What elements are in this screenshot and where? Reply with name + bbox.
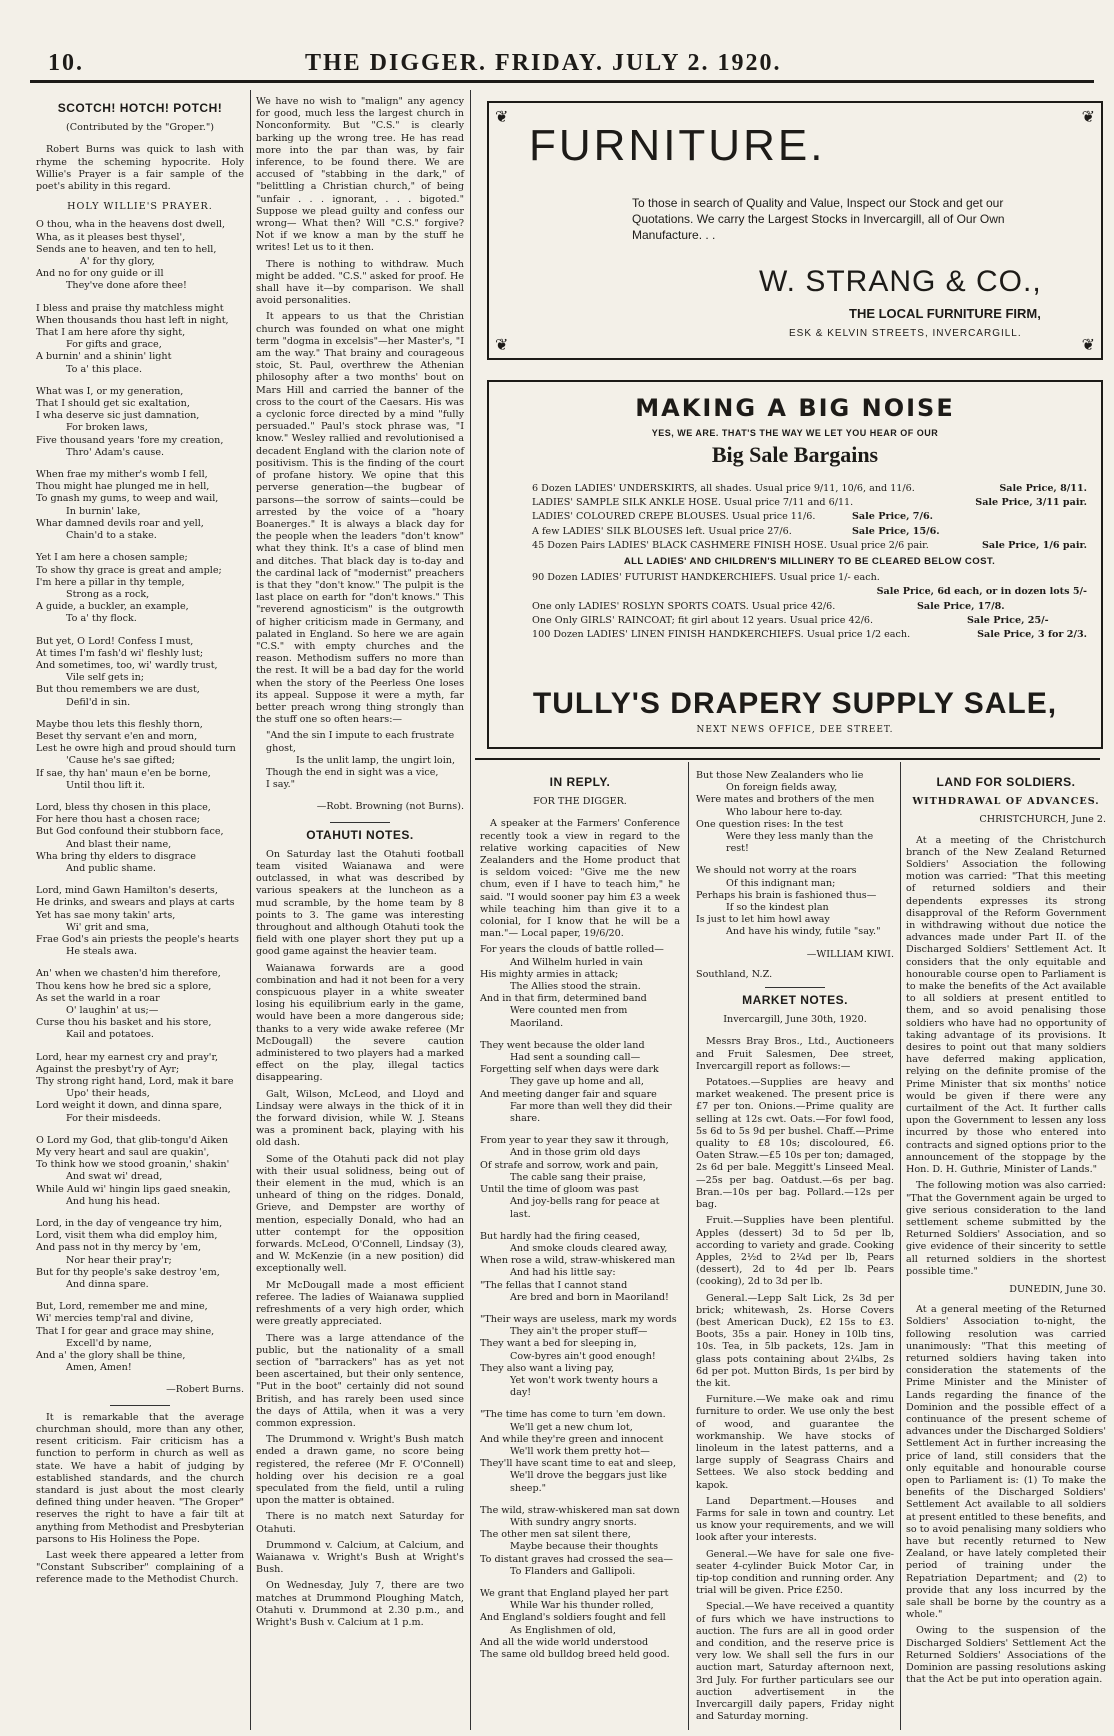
column-rule — [250, 90, 251, 1730]
poem-line: They want a bed for sleeping in, — [480, 1338, 637, 1350]
stanza — [480, 1314, 680, 1399]
poem-line: Yet has sae mony takin' arts, — [36, 909, 176, 921]
poem-line: That I for gear and grace may shine, — [36, 1325, 215, 1337]
poem-line: Had sent a sounding call— — [510, 1052, 641, 1064]
poem-line: To Flanders and Gallipoli. — [510, 1565, 636, 1577]
paragraph: A speaker at the Farmers' Conference recently took a view in regard to the relative working capacities of New Zealanders and the Home product that is seldom voiced: "Give me the new chum, even if I have to teach him," he said. "I would sooner pay him £3 a week while teaching him than give it to a colonial, for I know that he will be a man."— Local paper, 19/6/20. — [480, 818, 680, 940]
poem-line: And England's soldiers fought and fell — [480, 1612, 666, 1624]
poem-line: They also want a living pay, — [480, 1362, 615, 1374]
poem-line: Thou might hae plunged me in hell, — [36, 481, 210, 493]
poem-line: And in those grim old days — [510, 1147, 641, 1159]
poem-line: Wha, as it pleases best thysel', — [36, 231, 186, 243]
poem-line: That I am here afore thy sight, — [36, 327, 186, 339]
divider — [330, 822, 390, 823]
masthead — [30, 50, 1094, 83]
signature: —Robt. Browning (not Burns). — [316, 801, 464, 813]
article-heading: OTAHUTI NOTES. — [306, 827, 414, 842]
poem-line: And smoke clouds cleared away, — [510, 1242, 668, 1254]
item-sale-price: Sale Price, 15/6. — [852, 525, 940, 537]
paragraph: The Drummond v. Wright's Bush match ended a drawn game, no score being registered, the referee (Mr F. O'Connell) holding over his decision re a goal speculated from the field, until a ruling upon the matter is obtained. — [256, 1434, 464, 1507]
poem-line: They ain't the proper stuff— — [510, 1326, 648, 1338]
store-name: TULLY'S DRAPERY SUPPLY SALE, — [532, 687, 1058, 720]
paragraph: On Wednesday, July 7, there are two matches at Drummond Ploughing Match, Otahuti v. Drummond at 2.30 p.m., and Wright's Bush v. Calcium at 1 p.m. — [256, 1580, 464, 1628]
poem-line: Excell'd by name, — [66, 1337, 152, 1349]
poem-line: What was I, or my generation, — [36, 385, 184, 397]
column-rule — [688, 762, 689, 1730]
poem-line: From year to year they saw it through, — [480, 1135, 669, 1147]
article-heading: IN REPLY. — [549, 775, 611, 789]
sale-item — [532, 614, 1087, 628]
section-divider — [475, 758, 1100, 760]
poem-line: I wha deserve sic just damnation, — [36, 410, 200, 422]
item-desc: 6 Dozen LADIES' UNDERSKIRTS, all shades. Usual price 9/11, 10/6, and 11/6. — [532, 483, 915, 494]
poem-line: Chain'd to a stake. — [66, 530, 157, 542]
article-heading: SCOTCH! HOTCH! POTCH! — [57, 101, 223, 115]
paragraph: At a meeting of the Christchurch branch of the New Zealand Returned Soldiers' Association the following motion was carried: "That this meeting of returned soldiers and their dependents expresses its strong disapproval of the Reform Government in withdrawing without due notice the advances made under Part II. of the Discharged Soldiers' Settlement Act. It considers that the only equitable and honourable course open to Parliament is to make the benefits of the Act available to all soldiers at present entitled to them, and so avoid penalising those soldiers who have had no opportunity of taking advantage of its provisions. It desires to point out that many soldiers have deferred making application, relying on the definite promise of the Prime Minister that six months' notice would be given if there were any curtailment of the Act. It further calls upon the Government to lessen any loss incurred by those who entered into contracts and signed options prior to the announcement of the stoppage by the Hon. D. H. Guthrie, Minister of Lands." — [906, 834, 1106, 1176]
poem-line: And public shame. — [66, 862, 156, 874]
ad-headline: MAKING A BIG NOISE — [635, 394, 955, 422]
poem-line: Lord, in the day of vengeance try him, — [36, 1218, 223, 1230]
poem-line: They went because the older land — [480, 1039, 645, 1051]
poem-line: Were counted men from Maoriland. — [510, 1005, 628, 1029]
poem-line: For years the clouds of battle rolled— — [480, 944, 664, 956]
poem-line: Curse thou his basket and his store, — [36, 1017, 212, 1029]
poem-line: And joy-bells rang for peace at last. — [510, 1196, 660, 1220]
poem-line: If so the kindest plan — [726, 902, 829, 914]
stanza — [480, 1505, 680, 1578]
poem-line: And blast their name, — [66, 838, 172, 850]
poem-line: The cable sang their praise, — [510, 1171, 646, 1183]
poem-line: Until thou lift it. — [66, 779, 145, 791]
poem-line: For here thou hast a chosen race; — [36, 814, 200, 826]
ornament-icon: ❦ — [495, 335, 509, 354]
poem-line: And meeting danger fair and square — [480, 1088, 657, 1100]
paragraph: There was a large attendance of the public, but the nationality of a small section of "barrackers" has as yet not been ascertained, but their only sentence, "Put in the boot" certainly did not sound British, and has rarely been used since the days of Attila, when it was a very common expression. — [256, 1332, 464, 1429]
dateline: CHRISTCHURCH, June 2. — [979, 814, 1106, 826]
paragraph: On Saturday last the Otahuti football team visited Waianawa and were outclassed, in what was described by various speakers at the luncheon as a mud scramble, by the home team by 8 points to 3. The game was interesting throughout and although Otahuti took the field with one player short they put up a good game against the heavier team. — [256, 848, 464, 958]
item-sale-price: Sale Price, 8/11. — [999, 483, 1087, 494]
sale-item — [532, 600, 1087, 614]
stanza — [36, 802, 244, 875]
article-heading: MARKET NOTES. — [742, 993, 848, 1008]
poem-line: But for thy people's sake destroy 'em, — [36, 1266, 220, 1278]
furniture-advertisement — [487, 101, 1103, 360]
sale-item — [532, 496, 1087, 510]
signature: —Robert Burns. — [166, 1384, 244, 1396]
poem-line: We'll work them pretty hot— — [510, 1445, 650, 1457]
quote-line: "And the sin I impute to each frustrate ghost, — [266, 730, 455, 754]
poem-line: A' for thy glory, — [80, 256, 155, 268]
item-sale-price: Sale Price, 17/8. — [917, 600, 1005, 612]
paragraph: The following motion was also carried: "That the Government again be urged to give serious consideration to the land settlement scheme submitted by the Returned Soldiers' Association, and so give evidence of their sincerity to settle all returned soldiers in the shortest possible time." — [906, 1180, 1106, 1277]
poem-line: "The time has come to turn 'em down. — [480, 1409, 666, 1421]
stanza — [36, 1135, 244, 1208]
poem-line: Nor hear their pray'r; — [66, 1254, 172, 1266]
poem-line: When frae my mither's womb I fell, — [36, 469, 208, 481]
poem-line: And all the wide world understood — [480, 1636, 649, 1648]
column-scotch-hotch-potch — [36, 96, 244, 1591]
poem-line: Sends ane to heaven, and ten to hell, — [36, 243, 217, 255]
firm-name: W. STRANG & CO., — [759, 265, 1042, 298]
poem-line: Lord, visit them wha did employ him, — [36, 1230, 218, 1242]
poem-line: Strong as a rock, — [66, 588, 150, 600]
poem-line: An' when we chasten'd him therefore, — [36, 968, 221, 980]
poem-line: Lord weight it down, and dinna spare, — [36, 1100, 223, 1112]
poem-line: And pass not in thy mercy by 'em, — [36, 1242, 201, 1254]
stanza — [36, 636, 244, 709]
store-location: NEXT NEWS OFFICE, DEE STREET. — [696, 725, 894, 735]
poem-line: Thy strong right hand, Lord, mak it bare — [36, 1076, 234, 1088]
poem-line: To a' this place. — [66, 363, 142, 375]
poem-line: Is just to let him howl away — [696, 914, 830, 926]
poem-line: Wi' grit and sma, — [66, 921, 150, 933]
paragraph: Special.—We have received a quantity of furs which we have instructions to auction. The furs are all in good order and condition, and the reserve price is very low. We shall sell the furs in our auction mart, Saturday afternoon next, 3rd July. For further particulars see our auction advertisement in the Invercargill daily papers, Friday night and Saturday morning. — [696, 1601, 894, 1723]
stanza — [480, 944, 680, 1029]
item-sale-price: Sale Price, 6d each, or in dozen lots 5/- — [876, 586, 1087, 598]
poem-line: While Auld wi' hingin lips gaed sneakin, — [36, 1183, 231, 1195]
poem-line: Amen, Amen! — [66, 1362, 132, 1374]
poem-line: And Wilhelm hurled in vain — [510, 956, 643, 968]
poem-line: The same old bulldog breed held good. — [480, 1649, 670, 1660]
sale-advertisement — [487, 380, 1103, 749]
paragraph: Messrs Bray Bros., Ltd., Auctioneers and Fruit Salesmen, Dee street, Invercargill report as follows:— — [696, 1036, 894, 1072]
stanza — [696, 770, 894, 855]
poem-line: Maybe thou lets this fleshly thorn, — [36, 718, 203, 730]
poem-line: Lord, hear my earnest cry and pray'r, — [36, 1051, 219, 1063]
poem-line: To distant graves had crossed the sea— — [480, 1553, 674, 1565]
poem-line: We should not worry at the roars — [696, 865, 857, 877]
paragraph: It appears to us that the Christian church was founded on what one might term "dogma in excelsis"—her Master's, "I am the way." That brainy and courageous stoic, St. Paul, overthrew the Athenian philosophy after a two months' bout on Mars Hill and carried the banner of the cross to the court of the Caesars. His was a cyclonic force directed by a mind "fully persuaded." Paul's stock phrase was, "I know." Wesley rallied and revolutionised a decadent England with the clarion note of positivism. This is the finding of the court of profane history. We opine that this perverse generation—the bugbear of parsons—the sorrow of saints—could be arrested by the voice of a "hoary Boanerges." It is always a black day for the people when the leaders "don't know" what they think. It's a case of blind men and ditches. That black day is to-day and the cardinal lack of "modernist" preachers is that they "don't know." The pulpit is the last place on earth for "don't knows." This "reverend agnosticism" is the outgrowth of higher criticism made in Germany, and palated in England. So here we are again "C.S." with empty churches and the reason. Methodism suffers no more than the rest. It will be a bad day for the world when the story of the Peerless One loses its appeal. Suppose it were a myth, far better preach wrong thing strongly than the stuff one so often hears:— — [256, 311, 464, 726]
paragraph: General.—Lepp Salt Lick, 2s 3d per brick; whitewash, 2s. Horse Covers (best American Duck), £2 15s to £3. Boots, 35s a pair. Honey in 10lb tins, 10s. Tea, in 5lb packets, 12s. Jam in glass pots containing about 2¼lbs, 2s 6d per pot. Mutton Birds, 1s per bird by the kit. — [696, 1292, 894, 1389]
item-sale-price: Sale Price, 3/11 pair. — [975, 497, 1087, 509]
stanza — [36, 885, 244, 958]
stanza — [480, 1040, 680, 1125]
poem-line: Yet I am here a chosen sample; — [36, 552, 188, 564]
poem-line: "The fellas that I cannot stand — [480, 1279, 628, 1291]
poem-line: And no for ony guide or ill — [36, 268, 164, 280]
stanza — [36, 219, 244, 292]
paragraph: General.—We have for sale one five-seater 4-cylinder Buick Motor Car, in tip-top condition and running order. Any trial will be given. Price £250. — [696, 1548, 894, 1597]
poem-line: And in that firm, determined band — [480, 993, 647, 1005]
sale-list — [532, 482, 1087, 642]
poem-line: Of strafe and sorrow, work and pain, — [480, 1159, 659, 1171]
item-sale-price: Sale Price, 25/- — [967, 614, 1049, 626]
poem-line: That I should get sic exaltation, — [36, 398, 190, 410]
poem-line: To gnash my gums, to weep and wail, — [36, 493, 219, 505]
poem-line: I'm here a pillar in thy temple, — [36, 576, 185, 588]
paragraph: Robert Burns was quick to lash with rhyme the scheming hypocrite. Holy Willie's Prayer is a fair sample of the poet's ability in this regard. — [36, 144, 244, 193]
subheading: WITHDRAWAL OF ADVANCES. — [912, 796, 1100, 808]
paragraph: Owing to the suspension of the Discharged Soldiers' Settlement Act the Returned Soldiers' Associations of the Dominion are passing resolutions asking that the Act be put into operation again. — [906, 1625, 1106, 1686]
stanza — [36, 1301, 244, 1374]
column-rule — [470, 90, 471, 1730]
stanza — [480, 1231, 680, 1304]
dateline: Invercargill, June 30th, 1920. — [723, 1014, 867, 1026]
poem-line: Kail and potatoes. — [66, 1029, 154, 1041]
poem-line: And have his windy, futile "say." — [726, 926, 881, 938]
poem-title: HOLY WILLIE'S PRAYER. — [67, 201, 213, 213]
poem-line: But those New Zealanders who lie — [696, 770, 864, 781]
poem-line: Lest he owre high and proud should turn — [36, 743, 236, 755]
poem-line: And sometimes, too, wi' wardly trust, — [36, 659, 218, 671]
stanza — [696, 865, 894, 938]
quote-line: I say." — [266, 779, 296, 791]
byline: (Contributed by the "Groper.") — [66, 122, 214, 134]
poem-line: Thou kens how he bred sic a splore, — [36, 980, 212, 992]
poem-line: When thousands thou hast left in night, — [36, 314, 229, 326]
item-sale-price: Sale Price, 1/6 pair. — [981, 539, 1087, 551]
poem-line: But thou remembers we are dust, — [36, 684, 200, 696]
paragraph: It is remarkable that the average churchman should, more than any other, resent criticism. Fair criticism has a function to perform in church as well as state. We have a habit of judging by established standards, and the church standard is just about the most clearly defined thing under heaven. "The Groper" reserves the right to have a fair tilt at anything from Methodist and Presbyterian parsons to His Holiness the Pope. — [36, 1411, 244, 1545]
firm-address: ESK & KELVIN STREETS, INVERCARGILL. — [789, 328, 1022, 339]
item-desc: 45 Dozen Pairs LADIES' BLACK CASHMERE FINISH HOSE. Usual price 2/6 pair. — [532, 539, 929, 551]
poem-line: And swat wi' dread, — [66, 1171, 163, 1183]
divider — [110, 1405, 170, 1406]
stanza — [36, 552, 244, 625]
paragraph: Galt, Wilson, McLeod, and Lloyd and Lindsay were always in the thick of it in the forward division, while W. J. Steans was a prominent back, playing with his old dash. — [256, 1088, 464, 1149]
paragraph: Some of the Otahuti pack did not play with their usual solidness, being out of their element in the mud, which is an unheard of thing on the ridges. Donald, Grieve, and Dempster are worthy of mention, especially Donald, who had an utter contempt for the opposition forwards. McLeod, O'Connell, Lindsay (3), and W. McKenzie (in a new position) did exceptionally well. — [256, 1153, 464, 1275]
poem-line: One question rises: In the test — [696, 818, 844, 830]
item-desc: One Only GIRLS' RAINCOAT; fit girl about 12 years. Usual price 42/6. — [532, 614, 874, 626]
paragraph: Land Department.—Houses and Farms for sale in town and country. Let us know your requirements, and we will look after your interests. — [696, 1495, 894, 1544]
poem-line: The other men sat silent there, — [480, 1529, 631, 1541]
poem-line: Lord, bless thy chosen in this place, — [36, 801, 211, 813]
poem-line: For broken laws, — [66, 422, 148, 434]
poem-line: And dinna spare. — [66, 1279, 149, 1291]
sale-item — [532, 482, 1087, 496]
poem-line: 'Cause he's sae gifted; — [66, 755, 176, 767]
poem-line: On foreign fields away, — [726, 782, 838, 794]
item-desc: LADIES' SAMPLE SILK ANKLE HOSE. Usual price 7/11 and 6/11. — [532, 497, 854, 509]
ad-intro: To those in search of Quality and Value, Inspect our Stock and get our Quotations. We carry the Largest Stocks in Invercargill, all of Our Own Manufacture. . . — [632, 196, 1005, 242]
stanza — [36, 469, 244, 542]
poem-line: And hung his head. — [66, 1195, 161, 1207]
ornament-icon: ❦ — [495, 107, 509, 126]
poem-line: To think how we stood groanin,' shakin' — [36, 1159, 230, 1171]
poem-line: To show thy grace is great and ample; — [36, 564, 222, 576]
column-continuation — [256, 96, 464, 1633]
firm-tagline: THE LOCAL FURNITURE FIRM, — [849, 306, 1041, 321]
paragraph: At a general meeting of the Returned Soldiers' Association to-night, the following resolution was carried unanimously: "That this meeting of returned soldiers having taken into consideration the statements of the Prime Minister and the Minister of Lands regarding the finance of the Dominion and the possible effect of a continuance of the present scheme of advances under the Discharged Soldiers' Settlement Act in further increasing the price of land, still considers that the only equitable and honourable course open to Parliament is: (1) To make the benefits of the Discharged Soldiers' Settlement Act available to all soldiers at present entitled to these benefits, and so to avoid penalising many soldiers who have but recently returned to New Zealand, or have lately completed their period of training under the Repatriation Department; and (2) to provide that any loss incurred by the sale shall be borne by the country as a whole." — [906, 1304, 1106, 1621]
sale-item — [532, 510, 1087, 524]
item-desc: One only LADIES' ROSLYN SPORTS COATS. Usual price 42/6. — [532, 600, 836, 612]
poem-line: But hardly had the firing ceased, — [480, 1230, 641, 1242]
poem-line: As Englishmen of old, — [510, 1624, 616, 1636]
sale-item — [532, 539, 1087, 553]
poem-line: While War his thunder rolled, — [510, 1600, 654, 1612]
dateline: DUNEDIN, June 30. — [1009, 1283, 1106, 1295]
poem-line: They'll have scant time to eat and sleep, — [480, 1458, 677, 1470]
poem-line: In burnin' lake, — [66, 505, 141, 517]
poem-line: O Lord my God, that glib-tongu'd Aiken — [36, 1134, 229, 1146]
masthead-title: THE DIGGER. FRIDAY. JULY 2. 1920. — [305, 50, 782, 76]
poem-line: And had his little say: — [510, 1267, 616, 1279]
stanza — [480, 1135, 680, 1220]
poem-line: For gifts and grace, — [66, 339, 162, 351]
poem-line: We grant that England played her part — [480, 1587, 669, 1599]
poem-line: Forgetting self when days were dark — [480, 1064, 659, 1076]
paragraph: Furniture.—We make oak and rimu furniture to order. We use only the best of wood, and guarantee the workmanship. We have stocks of linoleum in the latest patterns, and a large supply of Seagrass Chairs and Settees. We also stock bedding and kapok. — [696, 1394, 894, 1491]
poem-line: His mighty armies in attack; — [480, 968, 619, 980]
column-rule — [900, 762, 901, 1730]
item-desc: LADIES' COLOURED CREPE BLOUSES. Usual price 11/6. — [532, 511, 816, 523]
signature: —WILLIAM KIWI. — [806, 948, 894, 960]
poem-line: O thou, wha in the heavens dost dwell, — [36, 219, 226, 231]
article-heading: LAND FOR SOLDIERS. — [936, 775, 1076, 789]
quote-line: Is the unlit lamp, the ungirt loin, — [296, 754, 456, 766]
poem-line: When rose a wild, straw-whiskered man — [480, 1255, 676, 1267]
poem-line: They've done afore thee! — [66, 280, 187, 292]
paragraph: There is nothing to withdraw. Much might be added. "C.S." asked for proof. He shall have it—by comparison. We shall avoid personalities. — [256, 258, 464, 307]
poem-line: Until the time of gloom was past — [480, 1184, 639, 1196]
poem-line: Beset thy servant e'en and morn, — [36, 730, 198, 742]
item-desc: 90 Dozen LADIES' FUTURIST HANDKERCHIEFS. Usual price 1/- each. — [532, 572, 880, 584]
poem-line: We'll drove the beggars just like sheep." — [510, 1470, 667, 1494]
paragraph: Waianawa forwards are a good combination and had it not been for a very conspicuous player in a white sweater losing his equilibrium early in the game, would have been a more dangerous side; thanks to a very wide awake referee (Mr McDougall) the severe caution administered to two players had a marked effect on the play, illegal tactics disappearing. — [256, 962, 464, 1084]
stanza — [36, 386, 244, 459]
column-in-reply — [480, 770, 680, 1671]
poem-line: Whar damned devils roar and yell, — [36, 517, 204, 529]
stanza — [36, 1218, 244, 1291]
poem-line: With sundry angry snorts. — [510, 1516, 637, 1528]
poem-line: Were they less manly than the rest! — [726, 831, 874, 855]
column-market-notes — [696, 770, 894, 1727]
poem-line: He drinks, and swears and plays at carts — [36, 897, 235, 909]
poem-line: Maybe because their thoughts — [510, 1541, 659, 1553]
millinery-notice: ALL LADIES' AND CHILDREN'S MILLINERY TO BE CLEARED BELOW COST. — [623, 555, 996, 567]
quote-line: Though the end in sight was a vice, — [266, 766, 439, 778]
poem-line: But yet, O Lord! Confess I must, — [36, 635, 194, 647]
paragraph: There is no match next Saturday for Otahuti. — [256, 1511, 464, 1535]
item-desc: A few LADIES' SILK BLOUSES left. Usual price 27/6. — [532, 525, 792, 537]
poem-line: Wha bring thy elders to disgrace — [36, 850, 196, 862]
poem-line: I bless and praise thy matchless might — [36, 302, 224, 314]
quotation — [266, 730, 464, 791]
ornament-icon: ❦ — [1081, 335, 1095, 354]
poem-line: Five thousand years 'fore my creation, — [36, 434, 224, 446]
stanza — [36, 968, 244, 1041]
poem-line: The Allies stood the strain. — [510, 981, 641, 993]
paragraph: Drummond v. Calcium, at Calcium, and Waianawa v. Wright's Bush at Wright's Bush. — [256, 1539, 464, 1576]
poem-line: Lord, mind Gawn Hamilton's deserts, — [36, 885, 218, 897]
poem-line: For their misdeeds. — [66, 1112, 161, 1124]
poem-line: Thro' Adam's cause. — [66, 446, 165, 458]
poem-line: "Their ways are useless, mark my words — [480, 1313, 677, 1325]
poem-line: Upo' their heads, — [66, 1088, 150, 1100]
poem-line: At times I'm fash'd wi' fleshly lust; — [36, 647, 204, 659]
place: Southland, N.Z. — [696, 968, 773, 980]
poem-line: Frae God's ain priests the people's hearts — [36, 933, 239, 945]
poem-line: To a' thy flock. — [66, 613, 137, 625]
poem-line: My very heart and saul are quakin', — [36, 1147, 210, 1159]
page-number: 10. — [48, 50, 84, 76]
stanza — [480, 1588, 680, 1661]
sale-item — [532, 525, 1087, 539]
stanza — [36, 719, 244, 792]
poem-line: Perhaps his brain is fashioned thus— — [696, 889, 877, 901]
poem-line: A guide, a buckler, an example, — [36, 601, 189, 613]
paragraph: Mr McDougall made a most efficient referee. The ladies of Waianawa supplied refreshments of a very high order, which were greatly appreciated. — [256, 1279, 464, 1328]
paragraph: Fruit.—Supplies have been plentiful. Apples (dessert) 3d to 5d per lb, according to variety and grade. Cooking Apples, 2½d to 2¼d per lb, Pears (dessert), 2d to 4d per lb. Pears (cooking), 2d to 3d per lb. — [696, 1215, 894, 1288]
poem-line: If sae, thy han' maun e'en be borne, — [36, 767, 211, 779]
ad-title: FURNITURE. — [529, 121, 826, 170]
poem-line: O' laughin' at us;— — [66, 1005, 159, 1016]
dedication: FOR THE DIGGER. — [533, 796, 627, 808]
ornament-icon: ❦ — [1081, 107, 1095, 126]
item-sale-price: Sale Price, 7/6. — [852, 511, 933, 523]
poem-line: Vile self gets in; — [66, 672, 145, 684]
poem-line: But God confound their stubborn face, — [36, 826, 224, 838]
poem-line: Were mates and brothers of the men — [696, 794, 875, 806]
ad-big-sale: Big Sale Bargains — [711, 442, 879, 467]
stanza — [480, 1409, 680, 1494]
poem-line: A burnin' and a shinin' light — [36, 351, 172, 363]
poem-line: Cow-byres ain't good enough! — [510, 1350, 656, 1362]
paragraph: We have no wish to "malign" any agency for good, much less the largest church in Nonconformity. But "C.S." is clearly barking up the wrong tree. He has read more into the par than was, by fair inference, to be found there. We are accused of "stabbing in the dark," of "belittling a Christian church," of being "unfair . . . ignorant, . . . bigoted." Suppose we plead guilty and confess our wrong— What then? Will "C.S." forgive? Not if we know a man by the stuff he writes! Let us to it then. — [256, 96, 464, 254]
poem-line: And a' the glory shall be thine, — [36, 1350, 186, 1362]
poem-line: Yet won't work twenty hours a day! — [510, 1374, 658, 1399]
poem-line: And while they're green and innocent — [480, 1433, 664, 1445]
paragraph: Potatoes.—Supplies are heavy and market weakened. The present price is £7 per ton. Onions.—Prime quality are selling at 12s cwt. Oats.—For fowl food, 5s 6d to 5s 9d per bushel. Chaff.—Prime quality to £8 10s; discoloured, £6. Oaten Straw.—£5 10s per ton; damaged, 2s 6d per bale. Meggitt's Linseed Meal.—25s per bag. Oatdust.—6s per bag. Bran.—10s per bag. Pollard.—12s per bag. — [696, 1077, 894, 1211]
paragraph: Last week there appeared a letter from "Constant Subscriber" complaining of a reference made to the Methodist Church. — [36, 1549, 244, 1586]
poem-line: Against the presbyt'ry of Ayr; — [36, 1063, 180, 1075]
stanza — [36, 1052, 244, 1125]
poem-line: He steals awa. — [66, 946, 138, 958]
poem-line: They gave up home and all, — [510, 1076, 644, 1088]
item-desc: 100 Dozen LADIES' LINEN FINISH HANDKERCHIEFS. Usual price 1/2 each. — [532, 628, 911, 640]
sale-item — [532, 628, 1087, 642]
divider — [765, 987, 825, 988]
poem-line: As set the warld in a roar — [36, 992, 160, 1004]
poem-line: But, Lord, remember me and mine, — [36, 1301, 208, 1313]
poem-line: Far more than well they did their share. — [510, 1100, 672, 1125]
poem-line: Who labour here to-day. — [726, 806, 843, 818]
poem-line: The wild, straw-whiskered man sat down — [480, 1504, 680, 1516]
ad-subline: YES, WE ARE. THAT'S THE WAY WE LET YOU HEAR OF OUR — [651, 428, 939, 438]
poem-line: We'll get a new chum lot, — [510, 1421, 633, 1433]
poem-line: Defil'd in sin. — [66, 696, 131, 708]
item-sale-price: Sale Price, 3 for 2/3. — [977, 628, 1087, 640]
poem-line: Of this indignant man; — [726, 877, 836, 889]
poem-line: Are bred and born in Maoriland! — [510, 1291, 669, 1303]
column-land-for-soldiers — [906, 770, 1106, 1690]
poem-line: Wi' mercies temp'ral and divine, — [36, 1313, 194, 1325]
stanza — [36, 303, 244, 376]
